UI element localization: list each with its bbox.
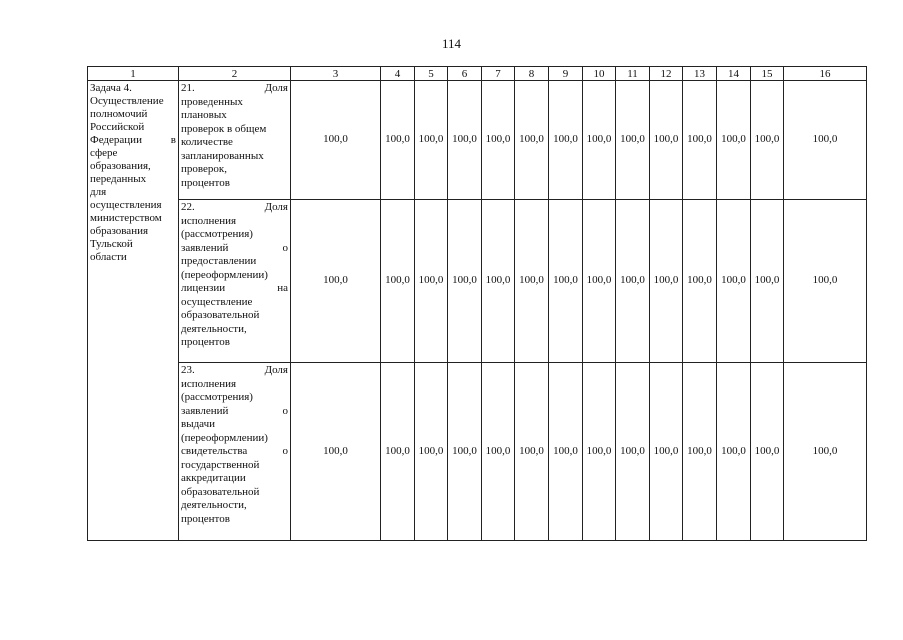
text-line: количестве bbox=[181, 136, 233, 148]
column-number-5: 5 bbox=[415, 67, 448, 81]
text-line: выдачи bbox=[181, 418, 216, 430]
text-line: предоставлении bbox=[181, 255, 257, 267]
text-line: министерством bbox=[90, 212, 162, 224]
value-cell: 100,0 bbox=[717, 363, 751, 541]
value-cell: 100,0 bbox=[717, 81, 751, 200]
text-line-left: заявлений bbox=[181, 241, 229, 254]
table-row bbox=[88, 81, 867, 200]
table-row bbox=[88, 363, 867, 541]
table-row bbox=[88, 200, 867, 363]
text-line: деятельности, bbox=[181, 322, 247, 335]
value-cell: 100,0 bbox=[717, 200, 751, 363]
text-line: (переоформлении) bbox=[181, 431, 268, 444]
text-line: для bbox=[90, 186, 107, 198]
value-cell: 100,0 bbox=[650, 81, 683, 200]
text-line: образования, bbox=[90, 160, 151, 172]
text-line: Задача 4. bbox=[90, 82, 132, 94]
text-line: проверок, bbox=[181, 163, 227, 175]
value-cell: 100,0 bbox=[381, 363, 415, 541]
value-cell: 100,0 bbox=[683, 81, 717, 200]
text-line: аккредитации bbox=[181, 472, 246, 484]
value-cell: 100,0 bbox=[515, 81, 549, 200]
text-line: (рассмотрения) bbox=[181, 228, 253, 240]
task-cell bbox=[88, 81, 179, 541]
column-number-14: 14 bbox=[717, 67, 751, 81]
value-cell: 100,0 bbox=[381, 81, 415, 200]
value-cell: 100,0 bbox=[616, 81, 650, 200]
text-line: осуществление bbox=[181, 295, 253, 308]
text-line bbox=[181, 82, 288, 96]
text-line-left: 21. bbox=[181, 82, 195, 94]
value-cell: 100,0 bbox=[448, 81, 482, 200]
column-number-12: 12 bbox=[650, 67, 683, 81]
value-cell: 100,0 bbox=[291, 363, 381, 541]
value-cell: 100,0 bbox=[415, 200, 448, 363]
column-number-1: 1 bbox=[88, 67, 179, 81]
column-number-16: 16 bbox=[784, 67, 867, 81]
text-line: образовательной bbox=[181, 309, 260, 321]
value-cell: 100,0 bbox=[415, 81, 448, 200]
text-line-right: в bbox=[170, 134, 176, 146]
text-line: государственной bbox=[181, 458, 260, 471]
text-line bbox=[181, 405, 288, 419]
value-cell: 100,0 bbox=[751, 200, 784, 363]
text-line: области bbox=[90, 251, 127, 263]
column-number-6: 6 bbox=[448, 67, 482, 81]
column-number-7: 7 bbox=[482, 67, 515, 81]
column-number-15: 15 bbox=[751, 67, 784, 81]
text-line: процентов bbox=[181, 336, 230, 348]
value-cell: 100,0 bbox=[583, 363, 616, 541]
value-cell: 100,0 bbox=[549, 363, 583, 541]
indicator-cell bbox=[179, 363, 291, 541]
value-cell: 100,0 bbox=[616, 363, 650, 541]
text-line-left: свидетельства bbox=[181, 445, 248, 457]
text-line-right: о bbox=[282, 404, 288, 417]
value-cell: 100,0 bbox=[583, 81, 616, 200]
text-line: плановых bbox=[181, 109, 227, 121]
text-line: проведенных bbox=[181, 95, 243, 108]
value-cell: 100,0 bbox=[482, 363, 515, 541]
column-number-8: 8 bbox=[515, 67, 549, 81]
text-line: переданных bbox=[90, 173, 147, 185]
column-number-3: 3 bbox=[291, 67, 381, 81]
value-cell: 100,0 bbox=[448, 363, 482, 541]
text-line: образовательной bbox=[181, 485, 260, 498]
indicators-table bbox=[87, 66, 867, 541]
value-cell: 100,0 bbox=[583, 200, 616, 363]
text-line bbox=[90, 134, 176, 147]
text-line bbox=[181, 242, 288, 256]
value-cell: 100,0 bbox=[784, 363, 867, 541]
value-cell: 100,0 bbox=[515, 200, 549, 363]
text-line bbox=[181, 201, 288, 215]
text-line bbox=[181, 445, 288, 459]
value-cell: 100,0 bbox=[549, 200, 583, 363]
text-line: Тульской bbox=[90, 238, 133, 250]
text-line: Российской bbox=[90, 121, 145, 133]
value-cell: 100,0 bbox=[751, 81, 784, 200]
column-number-2: 2 bbox=[179, 67, 291, 81]
value-cell: 100,0 bbox=[291, 200, 381, 363]
text-line: деятельности, bbox=[181, 499, 247, 511]
text-line-right: на bbox=[277, 282, 288, 294]
value-cell: 100,0 bbox=[482, 200, 515, 363]
value-cell: 100,0 bbox=[381, 200, 415, 363]
value-cell: 100,0 bbox=[784, 81, 867, 200]
indicator-cell bbox=[179, 200, 291, 363]
value-cell: 100,0 bbox=[683, 200, 717, 363]
text-line-right: о bbox=[282, 241, 288, 254]
text-line-left: Федерации bbox=[90, 134, 142, 146]
column-number-4: 4 bbox=[381, 67, 415, 81]
text-line-left: заявлений bbox=[181, 404, 229, 417]
text-line: исполнения bbox=[181, 377, 237, 390]
text-line: проверок в общем bbox=[181, 122, 267, 135]
text-line: полномочий bbox=[90, 108, 148, 120]
value-cell: 100,0 bbox=[751, 363, 784, 541]
column-number-13: 13 bbox=[683, 67, 717, 81]
value-cell: 100,0 bbox=[448, 200, 482, 363]
text-line bbox=[181, 282, 288, 296]
value-cell: 100,0 bbox=[784, 200, 867, 363]
text-line: (переоформлении) bbox=[181, 268, 268, 281]
text-line-left: 23. bbox=[181, 364, 195, 376]
text-line: запланированных bbox=[181, 149, 264, 162]
value-cell: 100,0 bbox=[650, 200, 683, 363]
value-cell: 100,0 bbox=[415, 363, 448, 541]
column-number-11: 11 bbox=[616, 67, 650, 81]
text-line: Осуществление bbox=[90, 95, 164, 107]
text-line-left: лицензии bbox=[181, 282, 226, 294]
value-cell: 100,0 bbox=[482, 81, 515, 200]
text-line: (рассмотрения) bbox=[181, 391, 253, 403]
text-line-right: Доля bbox=[264, 364, 288, 376]
text-line-right: Доля bbox=[264, 201, 288, 213]
text-line-left: 22. bbox=[181, 201, 195, 213]
value-cell: 100,0 bbox=[515, 363, 549, 541]
text-line-right: Доля bbox=[264, 82, 288, 94]
text-line: сфере bbox=[90, 147, 118, 159]
text-line: образования bbox=[90, 225, 149, 237]
value-cell: 100,0 bbox=[683, 363, 717, 541]
value-cell: 100,0 bbox=[291, 81, 381, 200]
text-line-right: о bbox=[282, 445, 288, 457]
value-cell: 100,0 bbox=[616, 200, 650, 363]
text-line: процентов bbox=[181, 512, 230, 525]
page-number: 114 bbox=[441, 36, 462, 51]
text-line bbox=[181, 364, 288, 378]
column-number-10: 10 bbox=[583, 67, 616, 81]
text-line: осуществления bbox=[90, 199, 162, 211]
header-row bbox=[88, 67, 867, 81]
column-number-9: 9 bbox=[549, 67, 583, 81]
value-cell: 100,0 bbox=[650, 363, 683, 541]
value-cell: 100,0 bbox=[549, 81, 583, 200]
text-line: исполнения bbox=[181, 214, 237, 227]
indicator-cell bbox=[179, 81, 291, 200]
text-line: процентов bbox=[181, 176, 230, 189]
